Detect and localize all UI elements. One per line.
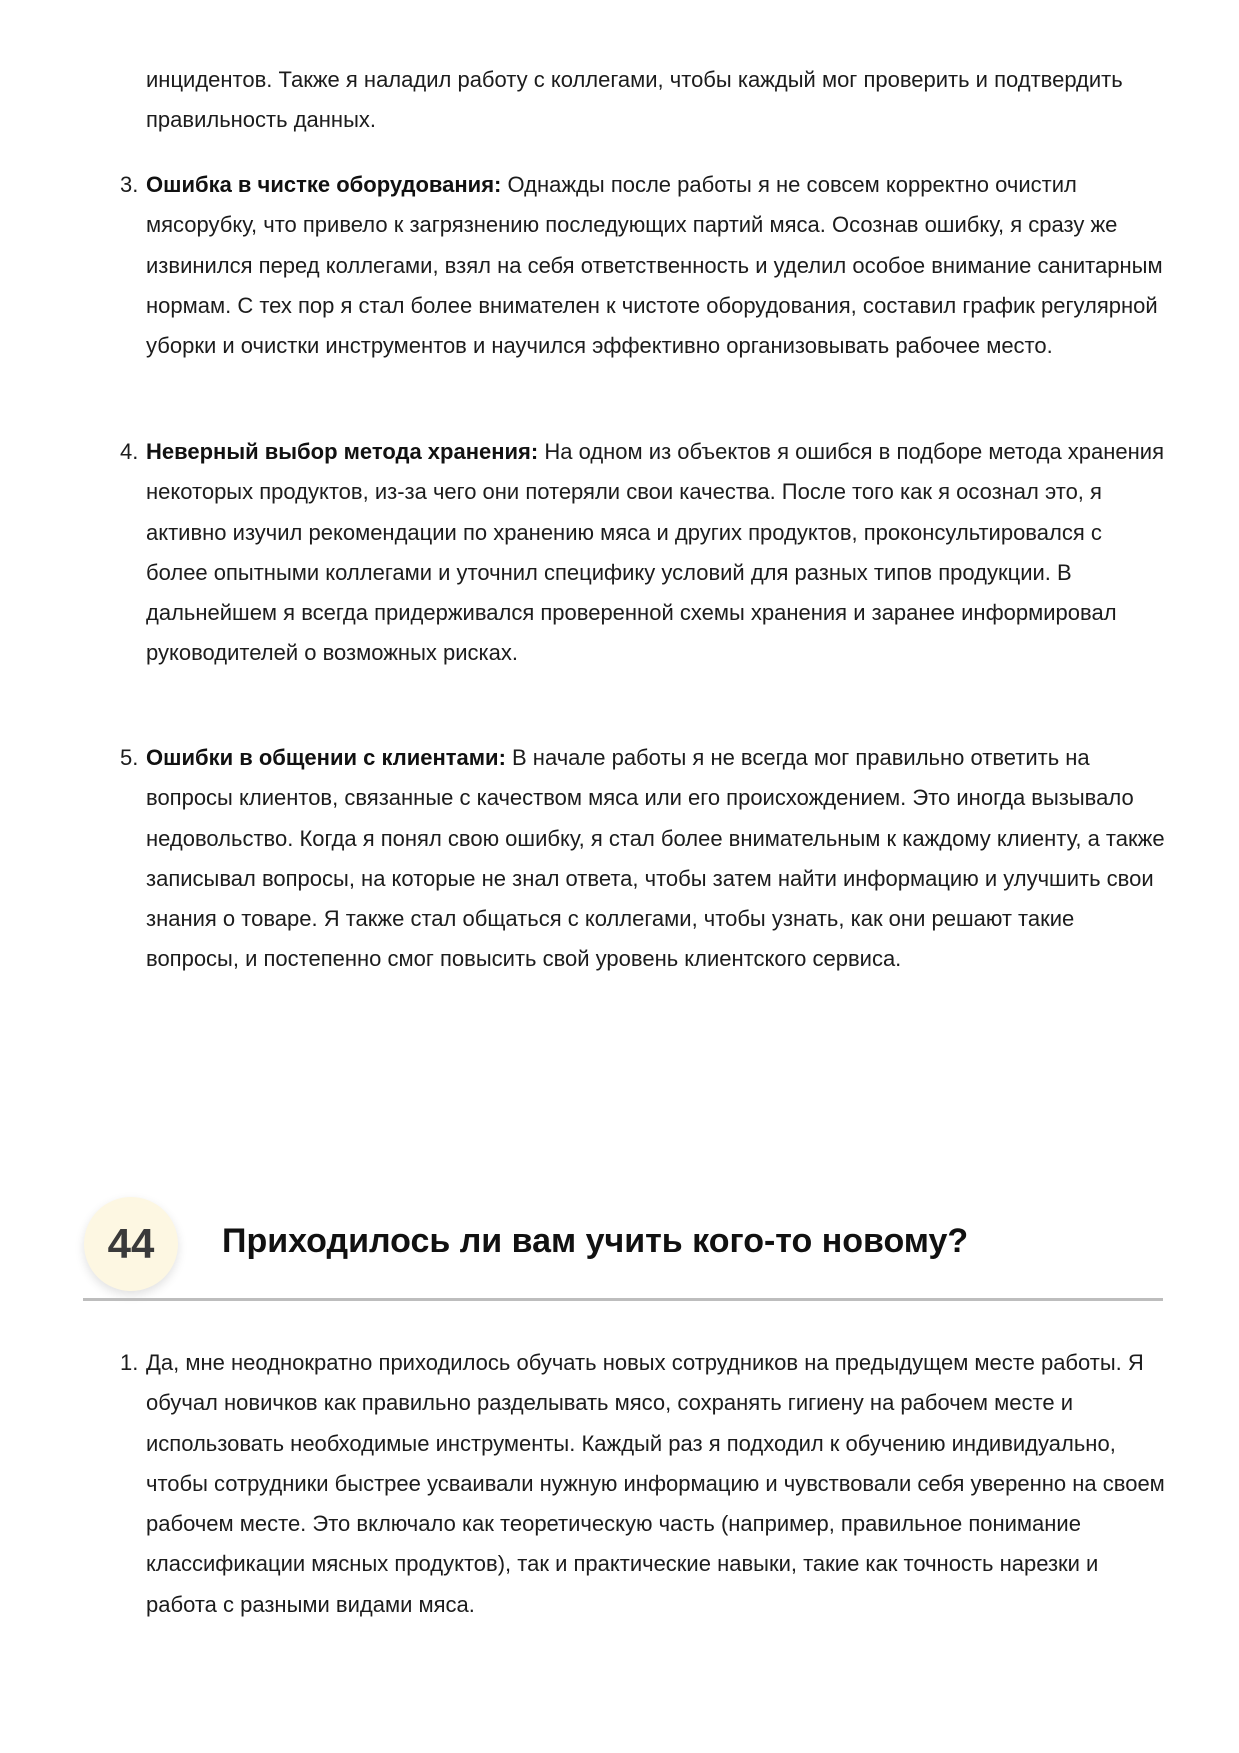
item-title: Неверный выбор метода хранения: [146, 439, 539, 464]
item-title: Ошибки в общении с клиентами: [146, 745, 506, 770]
heading-divider [83, 1298, 1163, 1301]
list-number: 1. [120, 1350, 139, 1375]
item-text: Однажды после работы я не совсем корректно очистил мясорубку, что привело к загрязнению последующих партий мяса. Осознав ошибку, я сразу же извинился перед коллегами, взял на себя ответственность и уделил особое внимание санитарным нормам. С тех пор я стал более внимателен к чистоте оборудования, составил график регулярной уборки и очистки инструментов и научился эффективно организовывать рабочее место. [146, 172, 1163, 359]
list-number: 5. [120, 745, 139, 770]
list-item [120, 1343, 1168, 1625]
item-title: Ошибка в чистке оборудования: [146, 172, 502, 197]
question-number-badge: 44 [84, 1197, 178, 1291]
list-number: 4. [120, 439, 139, 464]
question-heading: Приходилось ли вам учить кого-то новому? [222, 1222, 969, 1260]
list-item [120, 738, 1168, 980]
item-text: В начале работы я не всегда мог правильно ответить на вопросы клиентов, связанные с качеством мяса или его происхождением. Это иногда вызывало недовольство. Когда я понял свою ошибку, я стал более внимательным к каждому клиенту, а также записывал вопросы, на которые не знал ответа, чтобы затем найти информацию и улучшить свои знания о товаре. Я также стал общаться с коллегами, чтобы узнать, как они решают такие вопросы, и постепенно смог повысить свой уровень клиентского сервиса. [146, 745, 1165, 972]
item-text: На одном из объектов я ошибся в подборе метода хранения некоторых продуктов, из-за чего они потеряли свои качества. После того как я осознал это, я активно изучил рекомендации по хранению мяса и других продуктов, проконсультировался с более опытными коллегами и уточнил специфику условий для разных типов продукции. В дальнейшем я всегда придерживался проверенной схемы хранения и заранее информировал руководителей о возможных рисках. [146, 439, 1164, 666]
list-number: 3. [120, 172, 139, 197]
list-item [120, 432, 1168, 674]
list-item [120, 165, 1168, 366]
continuation-paragraph: инцидентов. Также я наладил работу с коллегами, чтобы каждый мог проверить и подтвердить правильность данных. [146, 67, 1123, 133]
item-text: Да, мне неоднократно приходилось обучать новых сотрудников на предыдущем месте работы. Я обучал новичков как правильно разделывать мясо, сохранять гигиену на рабочем месте и использовать необходимые инструменты. Каждый раз я подходил к обучению индивидуально, чтобы сотрудники быстрее усваивали нужную информацию и чувствовали себя уверенно на своем рабочем месте. Это включало как теоретическую часть (например, правильное понимание классификации мясных продуктов), так и практические навыки, такие как точность нарезки и работа с разными видами мяса. [146, 1350, 1165, 1617]
